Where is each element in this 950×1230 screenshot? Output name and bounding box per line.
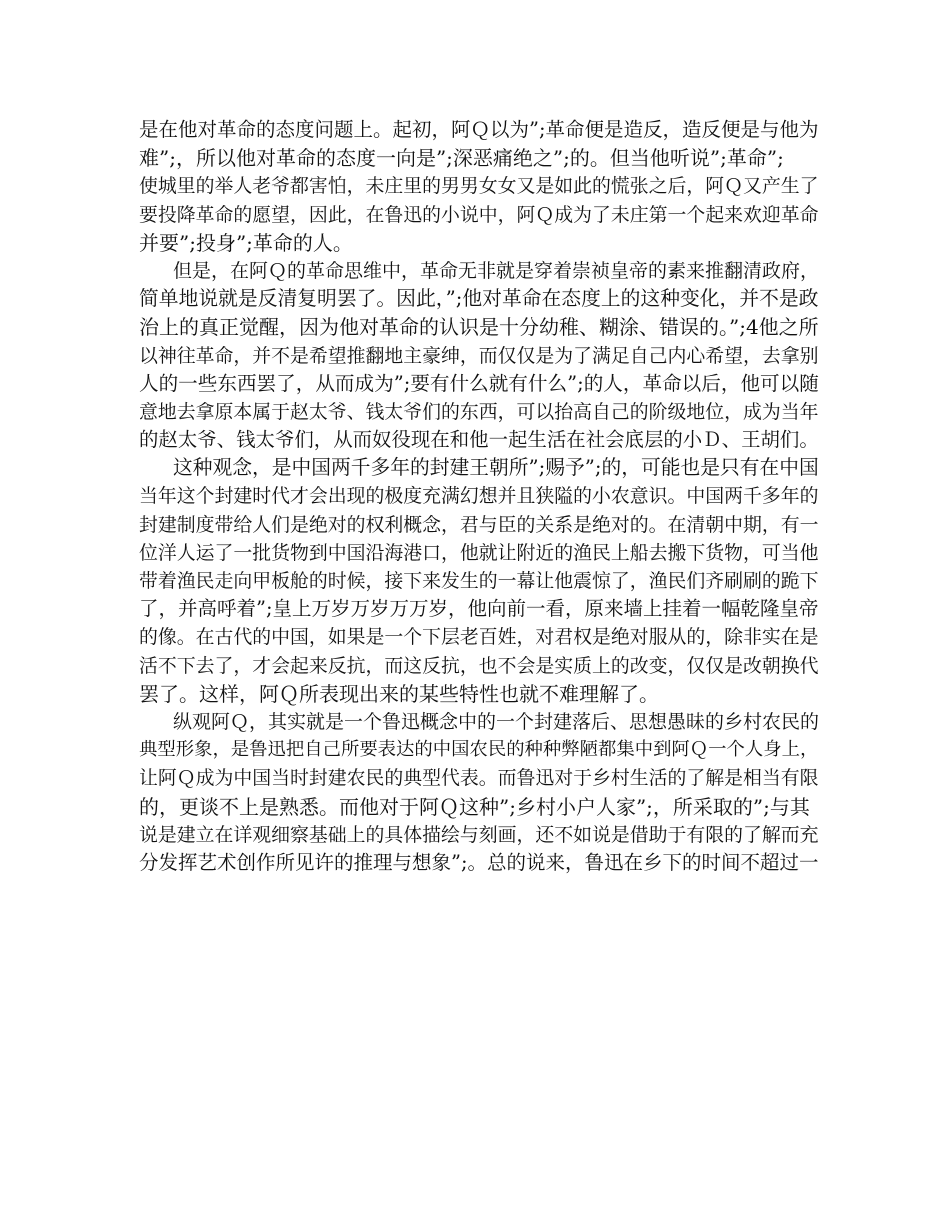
- text-line: 带着渔民走向甲板舱的时候，接下来发生的一幕让他震惊了，渔民们齐刷刷的跪下: [139, 570, 819, 592]
- text-line: 简单地说就是反清复明罢了。因此，”;他对革命在态度上的这种变化，并不是政: [139, 287, 819, 311]
- text-line: 人的一些东西罢了，从而成为”;要有什么就有什么”;的人，革命以后，他可以随: [139, 371, 819, 395]
- text-line: 这种观念，是中国两千多年的封建王朝所”;赐予”;的，可能也是只有在中国: [173, 456, 819, 480]
- text-line: 的，更谈不上是熟悉。而他对于阿Ｑ这种”;乡村小户人家”;，所采取的”;与其: [139, 794, 810, 819]
- text-line: 活不下去了，才会起来反抗，而这反抗，也不会是实质上的改变，仅仅是改朝换代: [139, 654, 819, 677]
- paragraph: [139, 116, 819, 257]
- text-line: 分发挥艺术创作所见许的推理与想象”;。总的说来，鲁迅在乡下的时间不超过一: [139, 850, 819, 874]
- text-line: 使城里的举人老爷都害怕，未庄里的男男女女又是如此的慌张之后，阿Ｑ又产生了: [139, 175, 819, 198]
- text-line: 说是建立在详观细察基础上的具体描绘与刻画，还不如说是借助于有限的了解而充: [139, 823, 819, 846]
- text-line: 封建制度带给人们是绝对的权利概念，君与臣的关系是绝对的。在清朝中期，有一: [139, 513, 819, 536]
- text-line: 当年这个封建时代才会出现的极度充满幻想并且狭隘的小农意识。中国两千多年的: [139, 485, 819, 508]
- text-line: 难”;，所以他对革命的态度一向是”;深恶痛绝之”;的。但当他听说”;革命”;: [139, 146, 784, 171]
- text-line: 罢了。这样，阿Ｑ所表现出来的某些特性也就不难理解了。: [139, 681, 659, 706]
- text-line: 纵观阿Ｑ，其实就是一个鲁迅概念中的一个封建落后、思想愚昧的乡村农民的: [173, 710, 820, 733]
- paragraph: [139, 454, 819, 708]
- paragraph: [139, 257, 819, 454]
- text-line: 的赵太爷、钱太爷们，从而奴役现在和他一起生活在社会底层的小Ｄ、王胡们。: [139, 428, 819, 452]
- text-line: 但是，在阿Ｑ的革命思维中，革命无非就是穿着崇祯皇帝的素来推翻清政府，: [173, 259, 820, 282]
- text-line: 典型形象，是鲁迅把自己所要表达的中国农民的种种弊陋都集中到阿Ｑ一个人身上，: [139, 739, 819, 761]
- text-line: 要投降革命的愿望，因此，在鲁迅的小说中，阿Ｑ成为了未庄第一个起来欢迎革命: [139, 203, 819, 226]
- text-line: 治上的真正觉醒，因为他对革命的认识是十分幼稚、糊涂、错误的。”;4他之所: [139, 315, 819, 340]
- text-line: 让阿Ｑ成为中国当时封建农民的典型代表。而鲁迅对于乡村生活的了解是相当有限: [139, 767, 819, 790]
- document-body: [139, 116, 819, 877]
- paragraph: [139, 708, 819, 877]
- text-line: 意地去拿原本属于赵太爷、钱太爷们的东西，可以抬高自己的阶级地位，成为当年: [139, 400, 819, 423]
- text-line: 以神往革命，并不是希望推翻地主豪绅，而仅仅是为了满足自己内心希望，去拿别: [139, 344, 819, 367]
- text-line: 是在他对革命的态度问题上。起初，阿Ｑ以为”;革命便是造反，造反便是与他为: [139, 118, 819, 141]
- text-line: 了，并高呼着”;皇上万岁万岁万万岁，他向前一看，原来墙上挂着一幅乾隆皇帝: [139, 597, 819, 621]
- text-line: 的像。在古代的中国，如果是一个下层老百姓，对君权是绝对服从的，除非实在是: [139, 626, 819, 649]
- text-line: 并要”;投身”;革命的人。: [139, 230, 353, 255]
- text-line: 位洋人运了一批货物到中国沿海港口，他就让附近的渔民上船去搬下货物，可当他: [139, 541, 819, 564]
